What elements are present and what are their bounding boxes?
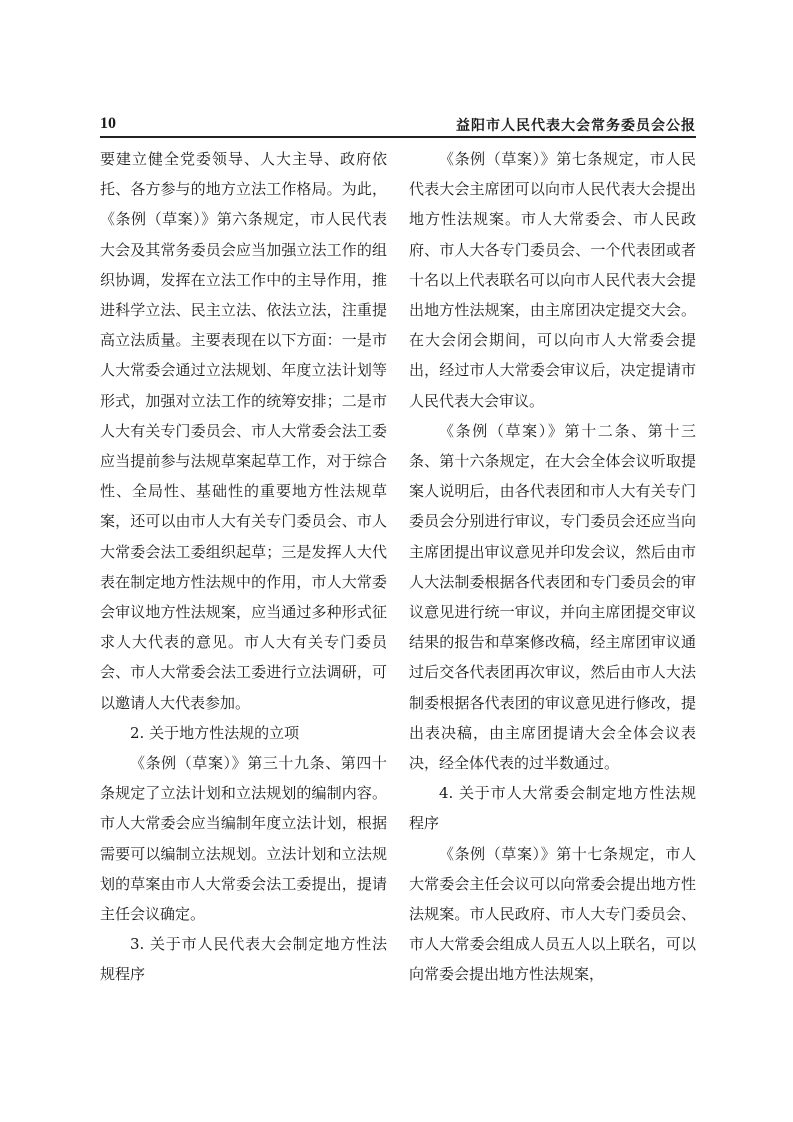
left-column	[100, 144, 387, 990]
paragraph: 《条例（草案）》第七条规定，市人民代表大会主席团可以向市人民代表大会提出地方性法规案。市人大常委会、市人民政府、市人大各专门委员会、一个代表团或者十名以上代表联名可以向市人民代表大会提出地方性法规案，由主席团决定提交大会。在大会闭会期间，可以向市人大常委会提出，经过市人大常委会审议后，决定提请市人民代表大会审议。	[409, 150, 696, 410]
page-number: 10	[100, 115, 116, 132]
paragraph: 《条例（草案）》第十二条、第十三条、第十六条规定，在大会全体会议听取提案人说明后，由各代表团和市人大有关专门委员会分别进行审议，专门委员会还应当向主席团提出审议意见并印发会议，然后由市人大法制委根据各代表团和专门委员会的审议意见进行统一审议，并向主席团提交审议结果的报告和草案修改稿，经主席团审议通过后交各代表团再次审议，然后由市人大法制委根据各代表团的审议意见进行修改，提出表决稿，由主席团提请大会全体会议表决，经全体代表的过半数通过。	[409, 421, 696, 773]
journal-title: 益阳市人民代表大会常务委员会公报	[456, 118, 696, 134]
page-header	[100, 112, 696, 136]
section-heading-4: 4. 关于市人大常委会制定地方性法规程序	[409, 784, 696, 833]
section-heading-2: 2. 关于地方性法规的立项	[130, 723, 300, 742]
paragraph-continued: 要建立健全党委领导、人大主导、政府依托、各方参与的地方立法工作格局。为此，《条例（草案）》第六条规定，市人民代表大会及其常务委员会应当加强立法工作的组织协调，发挥在立法工作中的主导作用，推进科学立法、民主立法、依法立法，注重提高立法质量。主要表现在以下方面：一是市人大常委会通过立法规划、年度立法计划等形式，加强对立法工作的统筹安排；二是市人大有关专门委员会、市人大常委会法工委应当提前参与法规草案起草工作，对于综合性、全局性、基础性的重要地方性法规草案，还可以由市人大有关专门委员会、市人大常委会法工委组织起草；三是发挥人大代表在制定地方性法规中的作用，市人大常委会审议地方性法规案，应当通过多种形式征求人大代表的意见。市人大有关专门委员会、市人大常委会法工委进行立法调研，可以邀请人大代表参加。	[100, 150, 387, 712]
right-column	[409, 144, 696, 990]
paragraph-continues: 《条例（草案）》第十七条规定，市人大常委会主任会议可以向常委会提出地方性法规案。市人民政府、市人大专门委员会、市人大常委会组成人员五人以上联名，可以向常委会提出地方性法规案，	[409, 844, 696, 984]
paragraph: 《条例（草案）》第三十九条、第四十条规定了立法计划和立法规划的编制内容。市人大常委会应当编制年度立法计划，根据需要可以编制立法规划。立法计划和立法规划的草案由市人大常委会法工委提出，提请主任会议确定。	[100, 754, 387, 924]
header-divider	[100, 136, 696, 138]
section-heading-3: 3. 关于市人民代表大会制定地方性法规程序	[100, 935, 387, 984]
